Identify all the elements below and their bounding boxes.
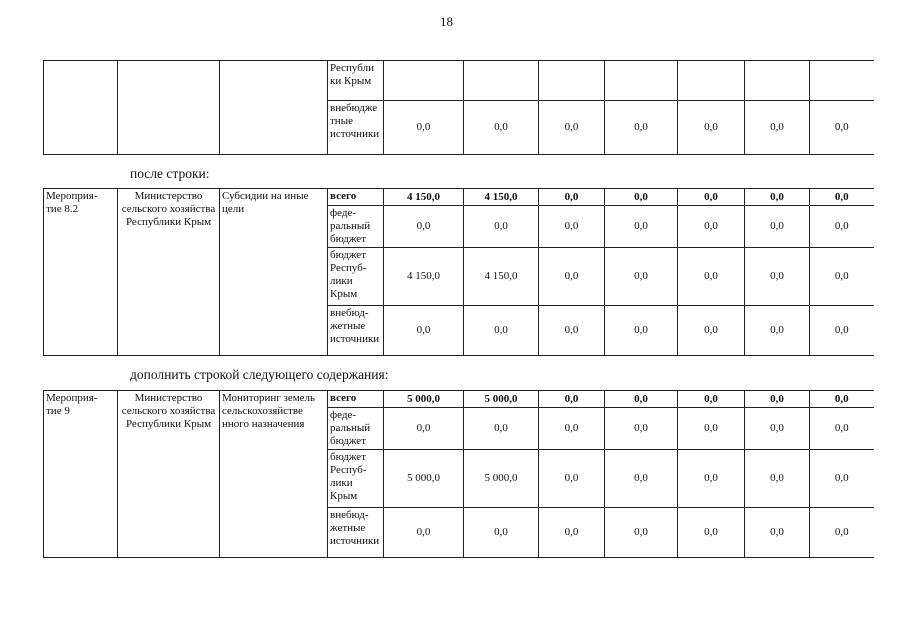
value-cell: 0,0	[384, 408, 464, 450]
value-cell: 0,0	[745, 408, 810, 450]
value-cell: 0,0	[810, 508, 874, 558]
value-cell: 0,0	[605, 248, 678, 306]
value-cell: 5 000,0	[384, 391, 464, 408]
description-cell	[220, 61, 328, 155]
value-cell: 0,0	[745, 206, 810, 248]
value-cell: 0,0	[745, 101, 810, 155]
value-cell: 0,0	[539, 450, 605, 508]
source-cell: бюджет Респуб- лики Крым	[328, 450, 384, 508]
table-row	[44, 391, 874, 408]
value-cell: 0,0	[745, 508, 810, 558]
value-cell: 0,0	[810, 206, 874, 248]
executor-cell: Министерство сельского хозяйства Республики Крым	[118, 189, 220, 356]
table-row	[44, 61, 874, 101]
source-cell: феде- ральный бюджет	[328, 408, 384, 450]
value-cell: 0,0	[678, 391, 745, 408]
value-cell: 5 000,0	[464, 450, 539, 508]
value-cell: 0,0	[539, 508, 605, 558]
value-cell: 0,0	[678, 306, 745, 356]
value-cell	[678, 61, 745, 101]
value-cell: 0,0	[464, 408, 539, 450]
source-cell: Республи ки Крым	[328, 61, 384, 101]
value-cell: 0,0	[605, 391, 678, 408]
value-cell: 5 000,0	[464, 391, 539, 408]
value-cell: 0,0	[810, 189, 874, 206]
executor-cell: Министерство сельского хозяйства Республики Крым	[118, 391, 220, 558]
source-cell: внебюдже тные источники	[328, 101, 384, 155]
value-cell	[384, 61, 464, 101]
value-cell: 0,0	[745, 306, 810, 356]
value-cell: 0,0	[605, 101, 678, 155]
budget-table-measure-8-2	[43, 188, 874, 356]
value-cell: 0,0	[745, 189, 810, 206]
value-cell: 0,0	[745, 391, 810, 408]
value-cell: 5 000,0	[384, 450, 464, 508]
budget-table-measure-9	[43, 390, 874, 558]
value-cell	[605, 61, 678, 101]
source-cell: феде- ральный бюджет	[328, 206, 384, 248]
value-cell: 0,0	[810, 391, 874, 408]
value-cell: 4 150,0	[464, 248, 539, 306]
value-cell: 0,0	[810, 450, 874, 508]
source-cell: всего	[328, 189, 384, 206]
value-cell: 0,0	[678, 508, 745, 558]
source-cell: внебюд- жетные источники	[328, 508, 384, 558]
description-cell: Мониторинг земель сельскохозяйстве нного назначения	[220, 391, 328, 558]
value-cell: 0,0	[539, 248, 605, 306]
value-cell: 0,0	[605, 206, 678, 248]
caption-add-row: дополнить строкой следующего содержания:	[130, 367, 389, 382]
value-cell: 0,0	[678, 189, 745, 206]
value-cell: 4 150,0	[464, 189, 539, 206]
value-cell: 0,0	[678, 206, 745, 248]
value-cell: 0,0	[464, 508, 539, 558]
value-cell: 0,0	[678, 248, 745, 306]
value-cell: 0,0	[810, 248, 874, 306]
value-cell: 0,0	[605, 508, 678, 558]
value-cell	[539, 61, 605, 101]
value-cell: 4 150,0	[384, 189, 464, 206]
measure-cell: Мероприя- тие 8.2	[44, 189, 118, 356]
value-cell	[464, 61, 539, 101]
value-cell: 0,0	[745, 248, 810, 306]
table-row	[44, 189, 874, 206]
value-cell: 0,0	[678, 408, 745, 450]
value-cell: 0,0	[605, 408, 678, 450]
value-cell: 0,0	[605, 450, 678, 508]
value-cell: 0,0	[810, 101, 874, 155]
budget-table-top	[43, 60, 874, 155]
source-cell: внебюд- жетные источники	[328, 306, 384, 356]
value-cell: 0,0	[678, 450, 745, 508]
value-cell: 0,0	[678, 101, 745, 155]
value-cell: 0,0	[539, 101, 605, 155]
value-cell: 0,0	[384, 101, 464, 155]
measure-cell	[44, 61, 118, 155]
value-cell: 0,0	[539, 408, 605, 450]
value-cell: 0,0	[464, 306, 539, 356]
value-cell: 4 150,0	[384, 248, 464, 306]
value-cell: 0,0	[464, 206, 539, 248]
value-cell: 0,0	[810, 408, 874, 450]
value-cell: 0,0	[605, 306, 678, 356]
value-cell	[745, 61, 810, 101]
source-cell: бюджет Респуб- лики Крым	[328, 248, 384, 306]
value-cell: 0,0	[745, 450, 810, 508]
value-cell: 0,0	[539, 189, 605, 206]
value-cell: 0,0	[464, 101, 539, 155]
value-cell: 0,0	[605, 189, 678, 206]
measure-cell: Мероприя- тие 9	[44, 391, 118, 558]
value-cell: 0,0	[539, 306, 605, 356]
value-cell: 0,0	[384, 206, 464, 248]
value-cell	[810, 61, 874, 101]
value-cell: 0,0	[539, 206, 605, 248]
value-cell: 0,0	[384, 508, 464, 558]
executor-cell	[118, 61, 220, 155]
caption-after-row: после строки:	[130, 166, 210, 181]
value-cell: 0,0	[810, 306, 874, 356]
value-cell: 0,0	[384, 306, 464, 356]
description-cell: Субсидии на иные цели	[220, 189, 328, 356]
page-number: 18	[440, 14, 453, 29]
source-cell: всего	[328, 391, 384, 408]
value-cell: 0,0	[539, 391, 605, 408]
